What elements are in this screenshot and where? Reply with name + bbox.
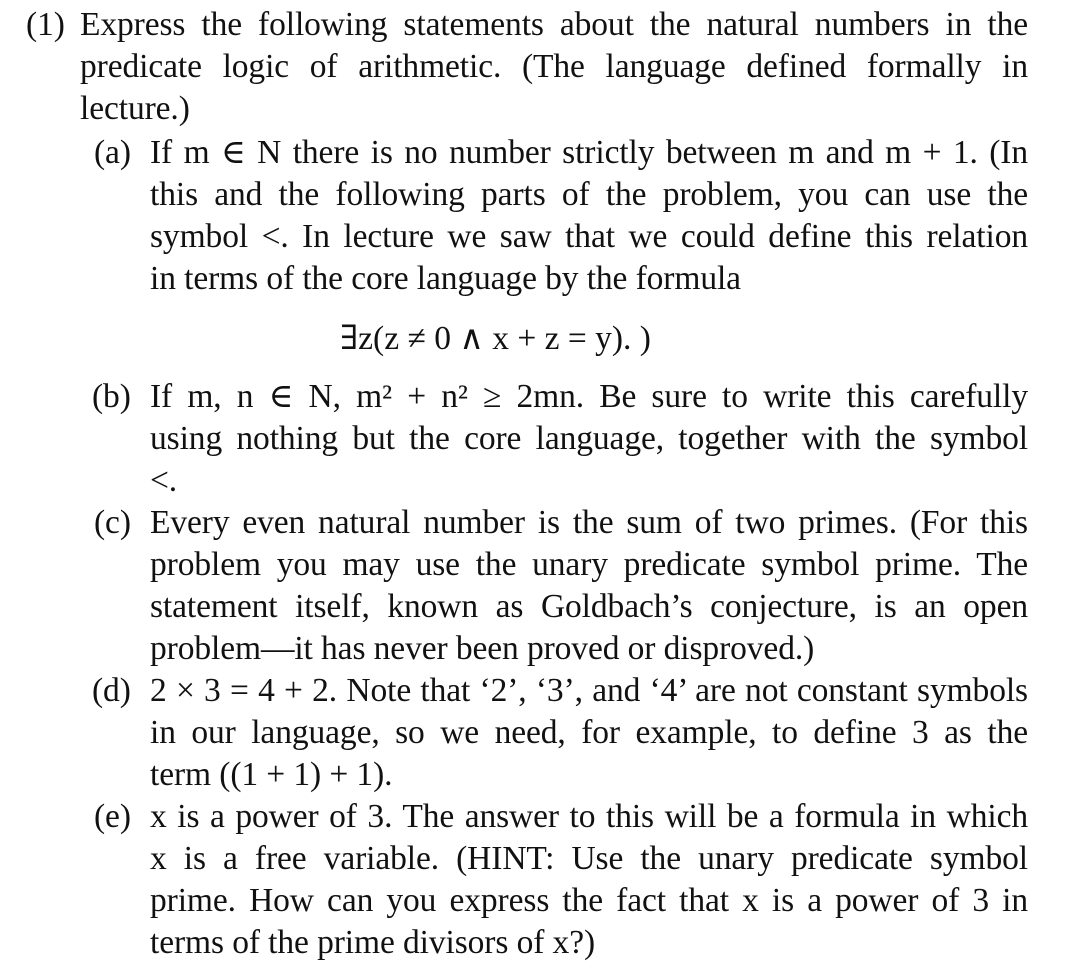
part-label: (b)	[92, 378, 131, 415]
part-text-line: using nothing but the core language, together with the symbol	[150, 420, 1028, 457]
part-label: (d)	[92, 672, 131, 709]
part-text-line: problem you may use the unary predicate symbol prime. The	[150, 546, 1028, 583]
part-text-line: If m, n ∈ N, m² + n² ≥ 2mn. Be sure to write this carefully	[150, 378, 1028, 415]
part-text-line: in our language, so we need, for example, to define 3 as the	[150, 714, 1028, 751]
part-label: (a)	[94, 134, 131, 171]
problem-text-line: predicate logic of arithmetic. (The language defined formally in	[80, 48, 1028, 85]
part-text-line: term ((1 + 1) + 1).	[150, 756, 393, 793]
part-label: (e)	[94, 798, 131, 835]
problem-text-line: Express the following statements about the natural numbers in the	[80, 6, 1028, 43]
part-text-line: problem—it has never been proved or disproved.)	[150, 630, 815, 667]
part-text-line: statement itself, known as Goldbach’s conjecture, is an open	[150, 588, 1028, 625]
formula-display: ∃z(z ≠ 0 ∧ x + z = y). )	[340, 320, 651, 357]
part-text-line: prime. How can you express the fact that x is a power of 3 in	[150, 882, 1028, 919]
part-text-line: in terms of the core language by the formula	[150, 260, 741, 297]
part-text-line: Every even natural number is the sum of two primes. (For this	[150, 504, 1028, 541]
part-text-line: <.	[150, 462, 178, 499]
part-text-line: this and the following parts of the problem, you can use the	[150, 176, 1028, 213]
part-text-line: x is a free variable. (HINT: Use the unary predicate symbol	[150, 840, 1028, 877]
part-text-line: 2 × 3 = 4 + 2. Note that ‘2’, ‘3’, and ‘4’ are not constant symbols	[150, 672, 1028, 709]
part-text-line: If m ∈ N there is no number strictly between m and m + 1. (In	[150, 134, 1028, 171]
problem-text-line: lecture.)	[80, 90, 190, 127]
part-text-line: symbol <. In lecture we saw that we could define this relation	[150, 218, 1028, 255]
part-text-line: terms of the prime divisors of x?)	[150, 924, 596, 961]
problem-label: (1)	[26, 6, 65, 43]
part-text-line: x is a power of 3. The answer to this will be a formula in which	[150, 798, 1028, 835]
part-label: (c)	[94, 504, 131, 541]
